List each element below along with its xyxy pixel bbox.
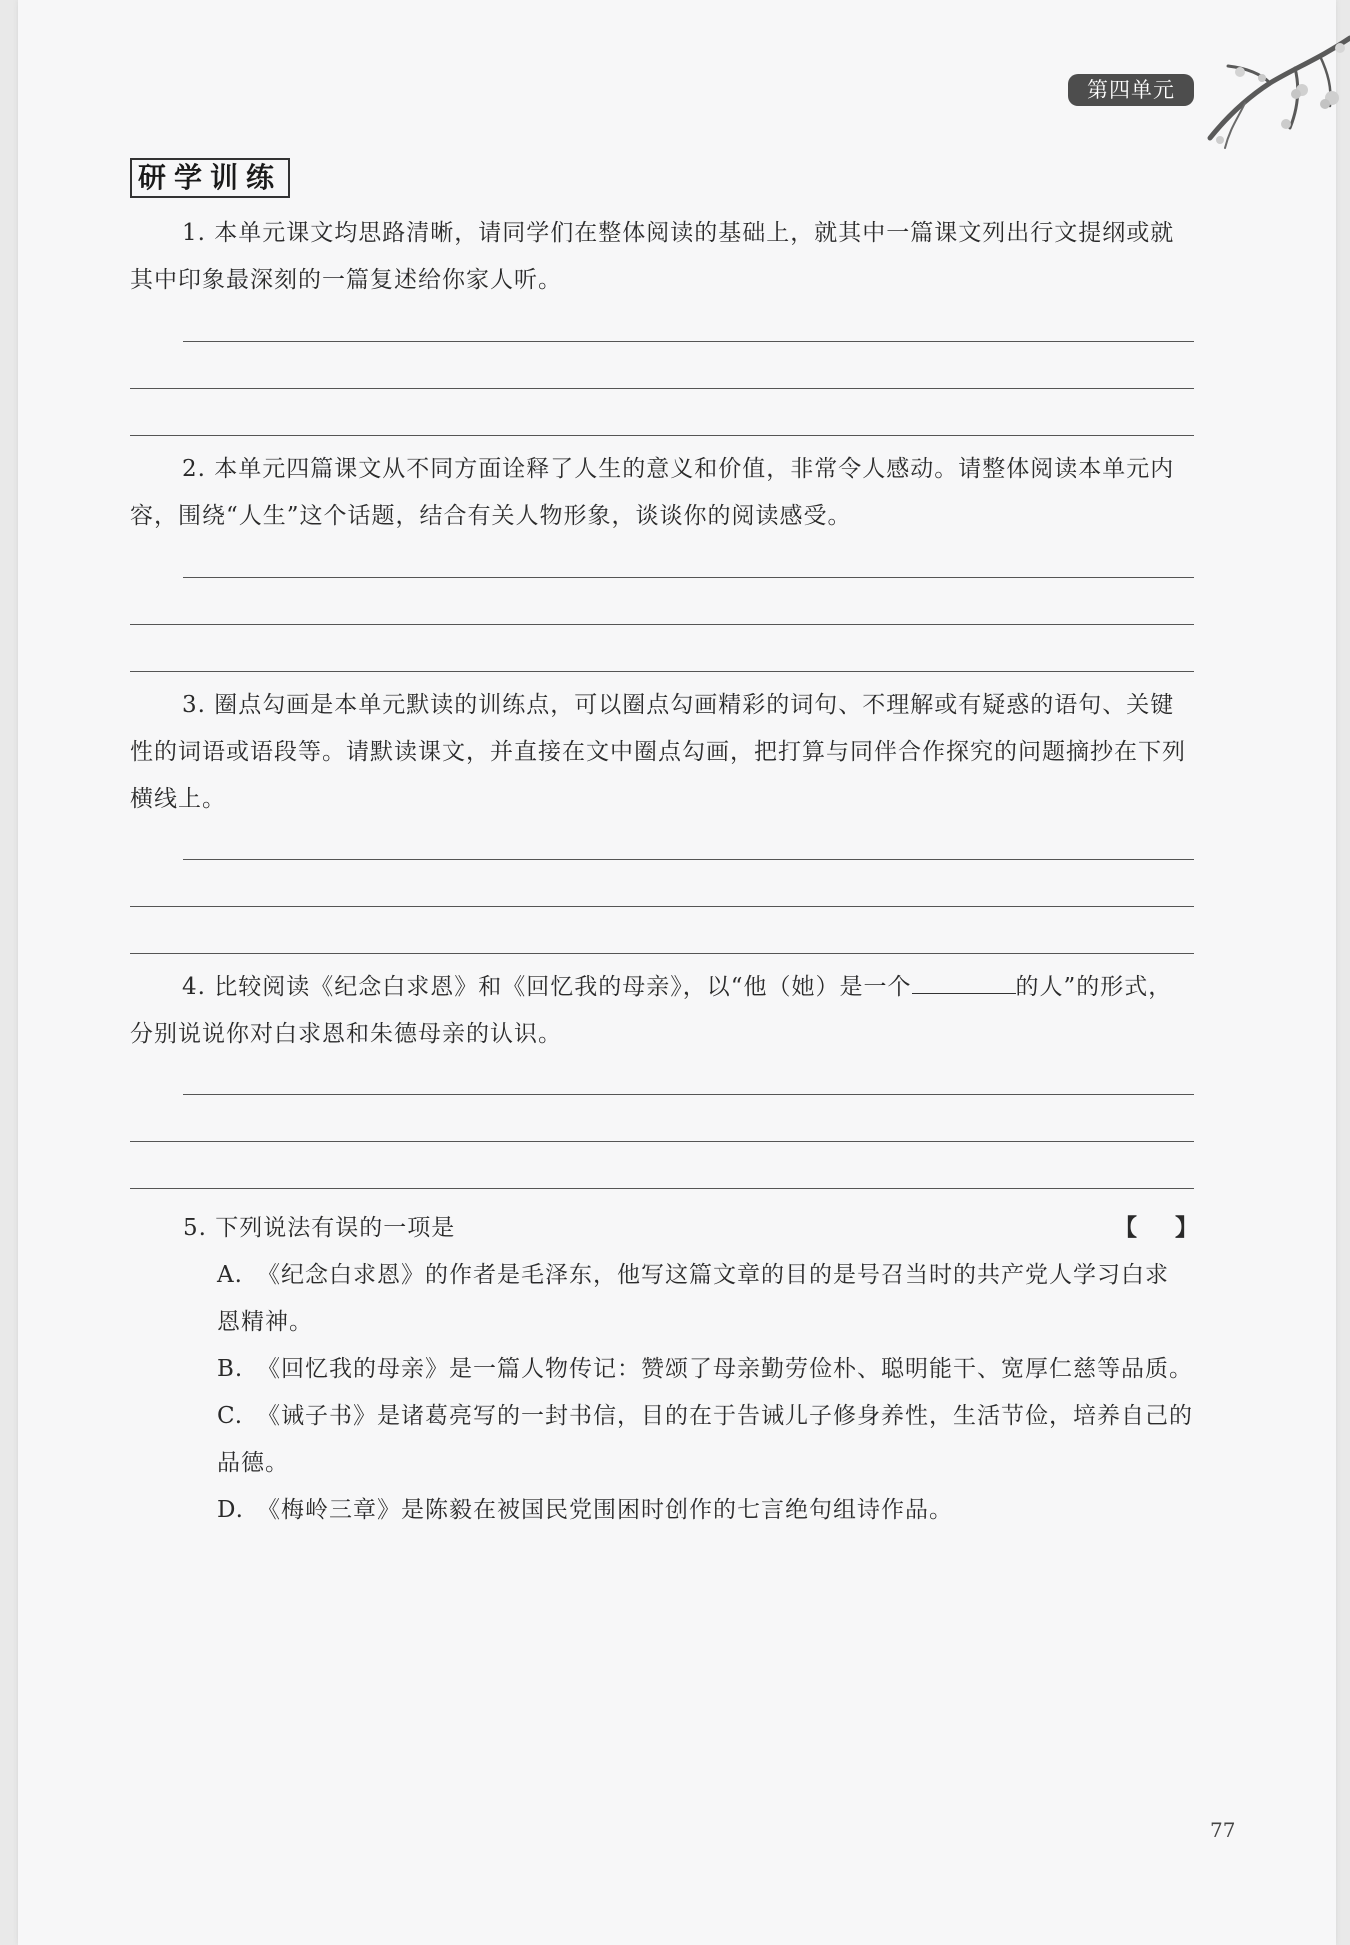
option-b [217,1346,1197,1393]
answer-line[interactable] [130,435,1194,436]
answer-line[interactable] [183,1094,1194,1095]
answer-bracket[interactable]: 【】 [1114,1215,1236,1241]
option-text: 品德。 [217,1450,289,1476]
section-title: 研学训练 [130,158,290,198]
answer-line[interactable] [130,671,1194,672]
question-1: 1. 本单元课文均思路清晰，请同学们在整体阅读的基础上，就其中一篇课文列出行文提纲或就其中印象最深刻的一篇复述给你家人听。 [130,220,1175,293]
answer-line[interactable] [183,341,1194,342]
option-c-continued [217,1440,1197,1487]
option-label: A. [217,1262,243,1288]
answer-line[interactable] [130,624,1194,625]
question-5-stem: 5. 下列说法有误的一项是 [183,1215,456,1241]
plum-branch-icon [1200,28,1350,168]
option-label: B. [217,1356,244,1382]
option-d [217,1487,1197,1534]
option-text: 《纪念白求恩》的作者是毛泽东，他写这篇文章的目的是号召当时的共产党人学习白求 [257,1262,1169,1288]
option-text: 《诫子书》是诸葛亮写的一封书信，目的在于告诫儿子修身养性，生活节俭，培养自己的 [257,1403,1193,1429]
page-number: 77 [1210,1818,1236,1842]
question-4-part2: 的人”的形式，分别说说你对白求恩和朱德母亲的认识。 [130,974,1173,1047]
option-text: 《梅岭三章》是陈毅在被国民党围困时创作的七言绝句组诗作品。 [257,1497,953,1523]
question-3: 3. 圈点勾画是本单元默读的训练点，可以圈点勾画精彩的词句、不理解或有疑惑的语句、关键性的词语或语段等。请默读课文，并直接在文中圈点勾画，把打算与同伴合作探究的问题摘抄在下列横线上。 [130,692,1186,812]
answer-line[interactable] [130,906,1194,907]
question-4 [130,964,1196,1058]
option-label: D. [217,1497,244,1523]
answer-line[interactable] [130,388,1194,389]
option-label: C. [217,1403,244,1429]
question-4-part1: 4. 比较阅读《纪念白求恩》和《回忆我的母亲》，以“他（她）是一个 [182,974,912,1000]
answer-line[interactable] [183,577,1194,578]
option-text: 恩精神。 [217,1309,313,1335]
question-2: 2. 本单元四篇课文从不同方面诠释了人生的意义和价值，非常令人感动。请整体阅读本单元内容，围绕“人生”这个话题，结合有关人物形象，谈谈你的阅读感受。 [130,456,1175,529]
option-text: 《回忆我的母亲》是一篇人物传记：赞颂了母亲勤劳俭朴、聪明能干、宽厚仁慈等品质。 [257,1356,1193,1382]
fill-blank[interactable] [912,967,1016,994]
unit-badge: 第四单元 [1068,74,1194,106]
answer-line[interactable] [130,1141,1194,1142]
option-a [217,1252,1197,1299]
option-a-continued [217,1299,1197,1346]
answer-line[interactable] [130,953,1194,954]
answer-line[interactable] [130,1188,1194,1189]
answer-line[interactable] [183,859,1194,860]
option-c [217,1393,1197,1440]
